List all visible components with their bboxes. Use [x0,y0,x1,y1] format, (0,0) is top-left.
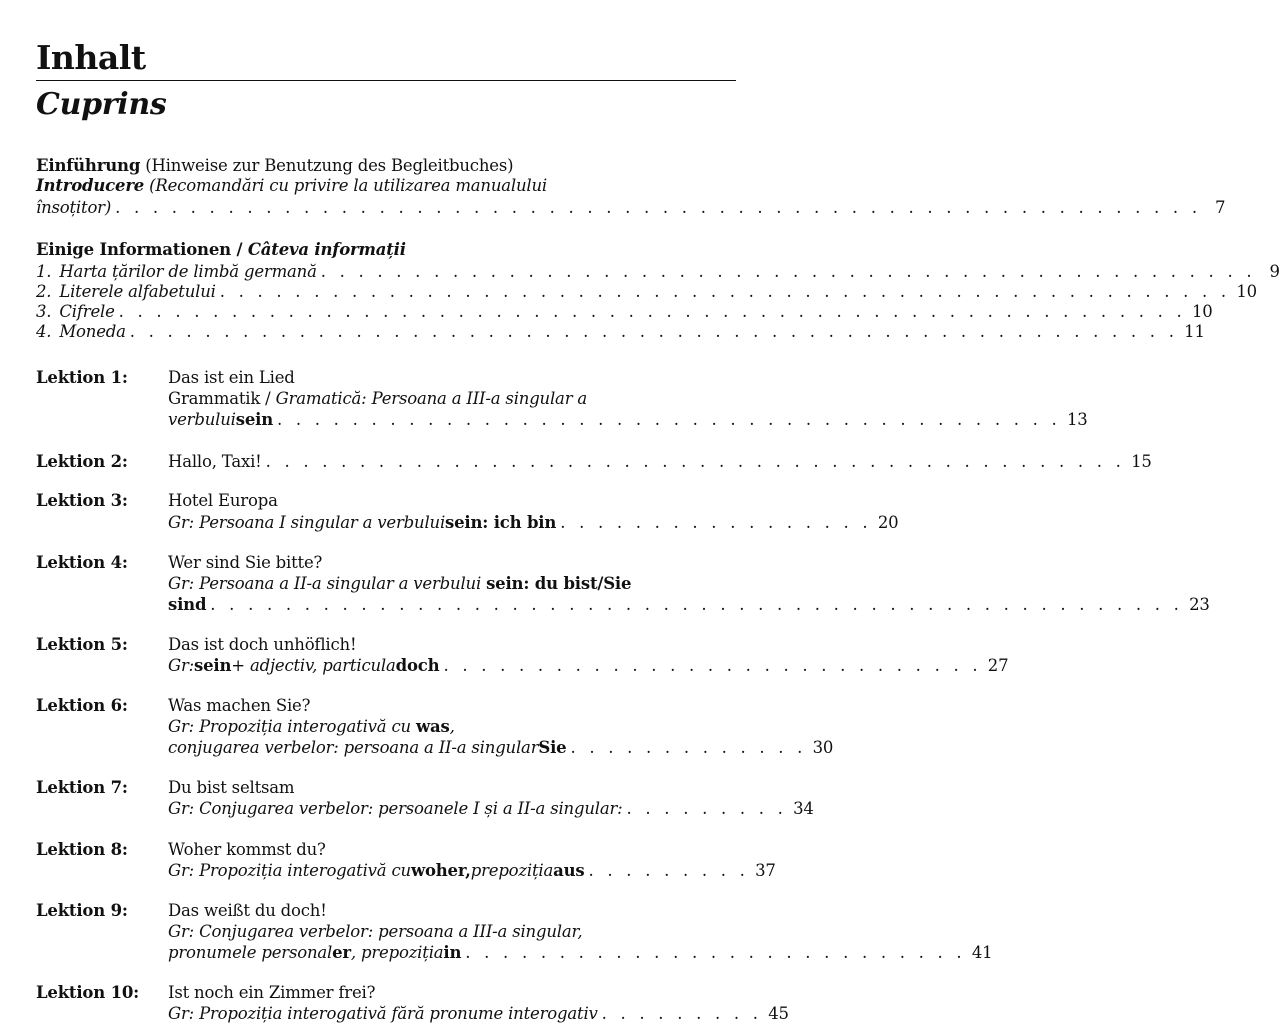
lesson-page-number: 23 [1189,595,1210,614]
lesson-page-number: 27 [987,656,1009,675]
dot-leader: . . . . . . . . . . . . . . . . . . . . . . . . . . . . . . . . . . . . . . . . . . . . . . . . . . . . . . . . . . [115,198,1202,217]
lesson-grammar-line [168,595,1210,615]
page-title: Inhalt [36,38,146,77]
lesson-title: Woher kommst du? [168,840,326,859]
lesson-label: Lektion 6: [36,696,128,715]
lesson-page-number: 34 [793,799,814,818]
info-item-text: Harta țărilor de limbă germană [59,262,317,281]
lesson-label: Lektion 7: [36,778,128,797]
lesson-grammar-text: conjugarea verbelor: persoana a II-a singular [168,738,539,757]
info-item [36,262,1280,282]
lesson-grammar-keyword: woher, [410,861,471,880]
intro-ro-cont: însoțitor) [36,198,112,217]
info-item-number: 4. [36,322,52,341]
info-item-page: 10 [1191,302,1213,321]
lesson-page-number: 41 [971,943,993,962]
lesson-page-number: 37 [755,861,776,880]
info-item [36,302,1213,322]
lesson-grammar-keyword: in [443,943,462,962]
lesson-page-number: 20 [877,513,899,532]
lesson-grammar-line [168,717,736,737]
lesson-label: Lektion 10: [36,983,140,1002]
intro-page-number: 7 [1214,198,1226,217]
lesson-page-number: 45 [768,1004,789,1023]
lesson-title-line [36,696,736,716]
lesson-title-line [36,983,736,1003]
page-subtitle: Cuprins [36,87,167,122]
lesson-title: Hallo, Taxi! [168,452,262,471]
lesson-grammar-line [168,738,834,758]
lesson-grammar-keyword: aus [553,861,585,880]
info-item [36,322,1205,342]
lesson-grammar-text: Gr: [168,656,195,675]
lesson-grammar-text: Gr: Persoana a II-a singular a verbului [168,574,487,593]
lesson-label: Lektion 1: [36,368,128,387]
dot-leader: . . . . . . . . . [588,861,750,880]
lesson-grammar-text: Gr: Conjugarea verbelor: persoana a III-a singular, [168,922,583,941]
lesson-label: Lektion 5: [36,635,128,654]
lesson-title-line [36,368,736,388]
lesson-grammar-punct: , [449,717,455,736]
lesson-grammar-line [168,799,814,819]
lesson-title-line [36,778,736,798]
lesson-title: Ist noch ein Zimmer frei? [168,983,376,1002]
info-item-page: 11 [1184,322,1205,341]
info-item-text: Cifrele [59,302,115,321]
dot-leader: . . . . . . . . . . . . . . . . . . . . . . . . . . . . . . . . . . . . . . . . . . . . . . . . . . [320,262,1256,281]
dot-leader: . . . . . . . . . . . . . . . . . . . . . . . . . . . . . . . . . . . . . . . . . . . . . . . . . . . . . . . . [129,322,1179,341]
dot-leader: . . . . . . . . . . . . . . . . . . . . . . . . . . . . . . . . . . . . . . . . . . . . . . . . . . . . [210,595,1184,614]
lesson-grammar-text: Gramatică: Persoana a III-a singular a [275,389,588,408]
lesson-grammar-text: Gr: Propoziția interogativă cu [168,717,416,736]
intro-de-line [36,156,736,176]
lesson-grammar-line [168,513,899,533]
info-item-number: 1. [36,262,52,281]
lesson-label: Lektion 3: [36,491,128,510]
lesson-title: Das ist ein Lied [168,368,295,387]
lesson-grammar-line [168,943,993,963]
info-heading-de: Einige Informationen / [36,240,248,259]
lesson-title: Das weißt du doch! [168,901,327,920]
info-item-page: 10 [1236,282,1257,301]
info-item-number: 3. [36,302,52,321]
dot-leader: . . . . . . . . . . . . . . . . . . . . . . . . . . . . . . . . . . . . . . . . . . . . . . . . . . . . . . [219,282,1231,301]
info-item-text: Moneda [59,322,126,341]
lesson-label: Lektion 4: [36,553,128,572]
lesson-grammar-line [168,389,736,409]
lesson-title: Das ist doch unhöflich! [168,635,357,654]
lesson-title-line [36,452,1152,472]
intro-ro-heading: Introducere [36,176,145,195]
info-item [36,282,1257,302]
lesson-grammar-text: Gr: Persoana I singular a verbului [168,513,446,532]
intro-de-text: (Hinweise zur Benutzung des Begleitbuches) [140,156,514,175]
lesson-grammar-keyword: er [332,943,351,962]
lesson-grammar-keyword: was [416,717,450,736]
lesson-grammar-line [168,410,1088,430]
lesson-title: Du bist seltsam [168,778,295,797]
lesson-grammar-text: pronumele personal [168,943,333,962]
intro-ro-cont-line [36,198,1226,218]
lesson-grammar-keyword: sein [235,410,274,429]
lesson-grammar-line [168,922,736,942]
info-item-page: 9 [1269,262,1280,281]
info-item-number: 2. [36,282,52,301]
dot-leader: . . . . . . . . . . . . . [570,738,807,757]
lesson-title-line [36,901,736,921]
dot-leader: . . . . . . . . . . . . . . . . . [560,513,872,532]
lesson-page-number: 15 [1131,452,1152,471]
title-divider [36,80,736,81]
lesson-grammar-keyword: Sie [538,738,567,757]
lesson-grammar-keyword: sind [168,595,207,614]
intro-de-heading: Einführung [36,156,141,175]
lesson-grammar-keyword: sein: ich bin [445,513,557,532]
dot-leader: . . . . . . . . . [626,799,788,818]
lesson-grammar-text: verbului [168,410,236,429]
lesson-grammar-text: + adjectiv, particula [231,656,396,675]
lesson-label: Lektion 8: [36,840,128,859]
lesson-grammar-text: Gr: Propoziția interogativă cu [168,861,411,880]
dot-leader: . . . . . . . . . . . . . . . . . . . . . . . . . . . . . . . . . . . . . . . . . . . . . . [265,452,1126,471]
lesson-grammar-keyword: sein: du bist/Sie [486,574,632,593]
info-item-text: Literele alfabetului [59,282,216,301]
lesson-title: Wer sind Sie bitte? [168,553,323,572]
lesson-grammar-text: , prepoziția [350,943,444,962]
lesson-label: Lektion 2: [36,452,128,471]
lesson-grammar-text: Gr: Propoziția interogativă fără pronume interogativ [168,1004,598,1023]
lesson-grammar-line [168,574,736,594]
info-heading-ro: Câteva informații [247,240,406,259]
dot-leader: . . . . . . . . . [601,1004,763,1023]
intro-ro-line [36,176,736,196]
lesson-page-number: 30 [812,738,834,757]
info-heading-line [36,240,736,260]
lesson-title-line [36,635,736,655]
lesson-title-line [36,553,736,573]
lesson-grammar-keyword: sein [194,656,232,675]
intro-ro-text: (Recomandări cu privire la utilizarea manualului [144,176,547,195]
lesson-grammar-text: Gr: Conjugarea verbelor: persoanele I și a II-a singular: [168,799,623,818]
dot-leader: . . . . . . . . . . . . . . . . . . . . . . . . . . . . . [443,656,982,675]
lesson-grammar-keyword: doch [395,656,440,675]
lesson-grammar-line [168,1004,789,1024]
dot-leader: . . . . . . . . . . . . . . . . . . . . . . . . . . . . . . . . . . . . . . . . . . . . . . . . . . . . . . . . . [118,302,1186,321]
lesson-page-number: 13 [1066,410,1088,429]
lesson-title: Hotel Europa [168,491,278,510]
lesson-title-line [36,491,736,511]
dot-leader: . . . . . . . . . . . . . . . . . . . . . . . . . . . . . . . . . . . . . . . . . . [277,410,1061,429]
lesson-title: Was machen Sie? [168,696,311,715]
lesson-label: Lektion 9: [36,901,128,920]
dot-leader: . . . . . . . . . . . . . . . . . . . . . . . . . . . [465,943,966,962]
lesson-grammar-text: prepoziția [470,861,554,880]
lesson-grammar-prefix: Grammatik / [168,389,276,408]
lesson-title-line [36,840,736,860]
lesson-grammar-line [168,861,776,881]
lesson-grammar-line [168,656,1009,676]
